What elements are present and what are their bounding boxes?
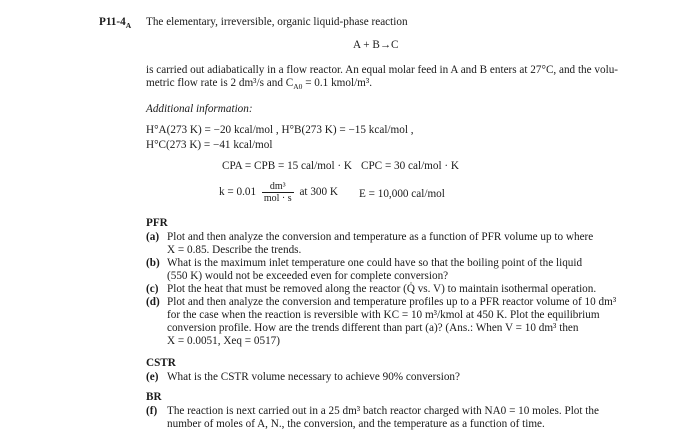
- rate-constant-units: $\frac{\text{dm³}}{\text{mol · s}}$: [263, 181, 292, 204]
- part-c-label: (c): [146, 283, 159, 295]
- part-a-line-2: X = 0.85. Describe the trends.: [167, 244, 302, 256]
- part-b-line-2: (550 K) would not be exceeded even for complete conversion?: [167, 270, 449, 282]
- part-e-label: (e): [146, 371, 159, 383]
- part-b-line-1: What is the maximum inlet temperature one could have so that the boiling point of the liquid: [167, 257, 583, 269]
- heat-capacity-ab: CPA = CPB = 15 cal/mol · K: [222, 160, 353, 172]
- heat-capacity-c: CPC = 30 cal/mol · K: [361, 160, 459, 172]
- description-line-1: is carried out adiabatically in a flow reactor. An equal molar feed in A and B enters at 27°C, and the volu-: [146, 64, 619, 76]
- part-b-label: (b): [146, 257, 160, 269]
- reaction-equation: A + B→C: [353, 39, 399, 51]
- br-heading: BR: [146, 391, 162, 403]
- part-d-line-3: conversion profile. How are the trends different than part (a)? (Ans.: When V = 10 dm³ then: [167, 322, 579, 334]
- part-a-label: (a): [146, 231, 160, 243]
- part-f-line-1: The reaction is next carried out in a 25 dm³ batch reactor charged with NA0 = 10 moles. Plot the: [167, 405, 599, 417]
- part-f-label: (f): [146, 405, 158, 417]
- enthalpy-line-2: H°C(273 K) = −41 kcal/mol: [146, 139, 273, 151]
- enthalpy-line-1: H°A(273 K) = −20 kcal/mol , H°B(273 K) = −15 kcal/mol ,: [146, 124, 414, 136]
- rate-constant: k = 0.01 $\frac{\text{dm³}}{\text{mol · s}}$ at 300 K: [219, 181, 338, 204]
- activation-energy: E = 10,000 cal/mol: [359, 188, 445, 200]
- part-d-line-4: X = 0.0051, Xeq = 0517): [167, 335, 280, 347]
- problem-intro: The elementary, irreversible, organic liquid-phase reaction: [146, 16, 408, 28]
- pfr-heading: PFR: [146, 217, 168, 229]
- part-e-line-1: What is the CSTR volume necessary to achieve 90% conversion?: [167, 371, 460, 383]
- description-line-2: metric flow rate is 2 dm³/s and $C_{A0} = 0.1$ kmol/m³.: [146, 77, 373, 92]
- problem-number: $P11-4_A$: [99, 16, 132, 31]
- part-a-line-1: Plot and then analyze the conversion and temperature as a function of PFR volume up to where: [167, 231, 594, 243]
- part-d-label: (d): [146, 296, 160, 308]
- additional-info-heading: Additional information:: [146, 103, 253, 115]
- part-c-line-1: Plot the heat that must be removed along the reactor (Q̇ vs. V) to maintain isothermal operation.: [167, 283, 597, 295]
- cstr-heading: CSTR: [146, 357, 176, 369]
- part-d-line-1: Plot and then analyze the conversion and temperature profiles up to a PFR reactor volume of 10 dm³: [167, 296, 617, 308]
- part-d-line-2: for the case when the reaction is reversible with KC = 10 m³/kmol at 450 K. Plot the equilibrium: [167, 309, 600, 321]
- part-f-line-2: number of moles of A, N., the conversion, and the temperature as a function of time.: [167, 418, 545, 430]
